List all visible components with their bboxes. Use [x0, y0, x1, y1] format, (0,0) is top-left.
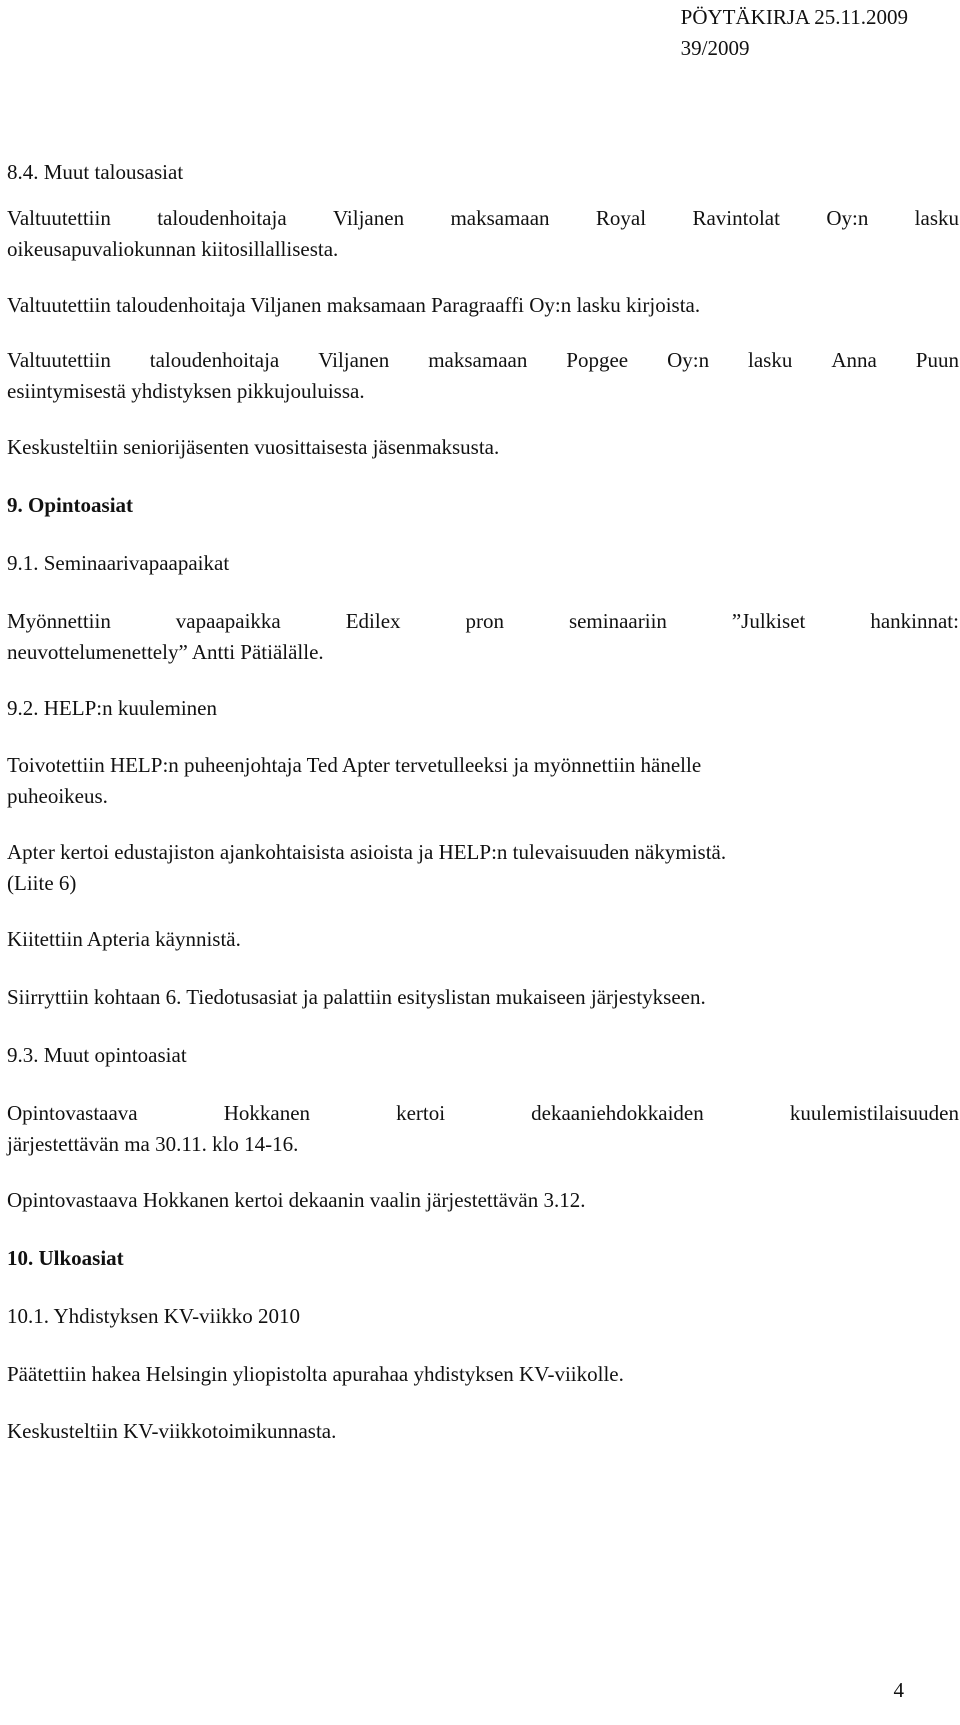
paragraph-popgee-line1: Valtuutettiin taloudenhoitaja Viljanen maksamaan Popgee Oy:n lasku Anna Puun: [7, 348, 959, 372]
paragraph-kiitettiin: Kiitettiin Apteria käynnistä.: [7, 927, 241, 951]
paragraph-dekaaniehdokkaat-line1: Opintovastaava Hokkanen kertoi dekaaniehdokkaiden kuulemistilaisuuden: [7, 1101, 959, 1125]
page-number: 4: [893, 1678, 904, 1702]
paragraph-apuraha: Päätettiin hakea Helsingin yliopistolta apurahaa yhdistyksen KV-viikolle.: [7, 1362, 624, 1386]
header-title: PÖYTÄKIRJA 25.11.2009: [680, 5, 908, 29]
paragraph-royal-ravintolat-line2: oikeusapuvaliokunnan kiitosillallisesta.: [7, 237, 339, 261]
document-header: [681, 2, 908, 64]
paragraph-dekaanin-vaali: Opintovastaava Hokkanen kertoi dekaanin vaalin järjestettävän 3.12.: [7, 1188, 586, 1212]
section-heading-9-3: 9.3. Muut opintoasiat: [7, 1043, 187, 1067]
section-heading-9: 9. Opintoasiat: [7, 493, 134, 517]
section-heading-10-1: 10.1. Yhdistyksen KV-viikko 2010: [7, 1304, 301, 1328]
paragraph-help-welcome-line1: Toivotettiin HELP:n puheenjohtaja Ted Apter tervetulleeksi ja myönnettiin hänelle: [7, 753, 702, 777]
section-heading-10: 10. Ulkoasiat: [7, 1246, 124, 1270]
paragraph-apter-line1: Apter kertoi edustajiston ajankohtaisista asioista ja HELP:n tulevaisuuden näkymistä.: [7, 840, 727, 864]
paragraph-apter-line2: (Liite 6): [7, 871, 77, 895]
paragraph-jasenmaksu: Keskusteltiin seniorijäsenten vuosittaisesta jäsenmaksusta.: [7, 435, 500, 459]
paragraph-popgee-line2: esiintymisestä yhdistyksen pikkujouluissa.: [7, 379, 365, 403]
paragraph-siirryttiin: Siirryttiin kohtaan 6. Tiedotusasiat ja palattiin esityslistan mukaiseen järjestykseen.: [7, 985, 706, 1009]
paragraph-royal-ravintolat-line1: Valtuutettiin taloudenhoitaja Viljanen maksamaan Royal Ravintolat Oy:n lasku: [7, 206, 959, 230]
section-heading-9-1: 9.1. Seminaarivapaapaikat: [7, 551, 230, 575]
paragraph-kv-toimikunta: Keskusteltiin KV-viikkotoimikunnasta.: [7, 1419, 337, 1443]
paragraph-dekaaniehdokkaat-line2: järjestettävän ma 30.11. klo 14-16.: [7, 1132, 299, 1156]
section-heading-9-2: 9.2. HELP:n kuuleminen: [7, 696, 217, 720]
paragraph-paragraaffi: Valtuutettiin taloudenhoitaja Viljanen maksamaan Paragraaffi Oy:n lasku kirjoista.: [7, 293, 701, 317]
paragraph-help-welcome-line2: puheoikeus.: [7, 784, 108, 808]
paragraph-vapaapaikka-line1: Myönnettiin vapaapaikka Edilex pron seminaariin ”Julkiset hankinnat:: [7, 609, 959, 633]
header-number: 39/2009: [680, 36, 750, 60]
paragraph-vapaapaikka-line2: neuvottelumenettely” Antti Pätiälälle.: [7, 640, 324, 664]
section-heading-8-4: 8.4. Muut talousasiat: [7, 160, 184, 184]
